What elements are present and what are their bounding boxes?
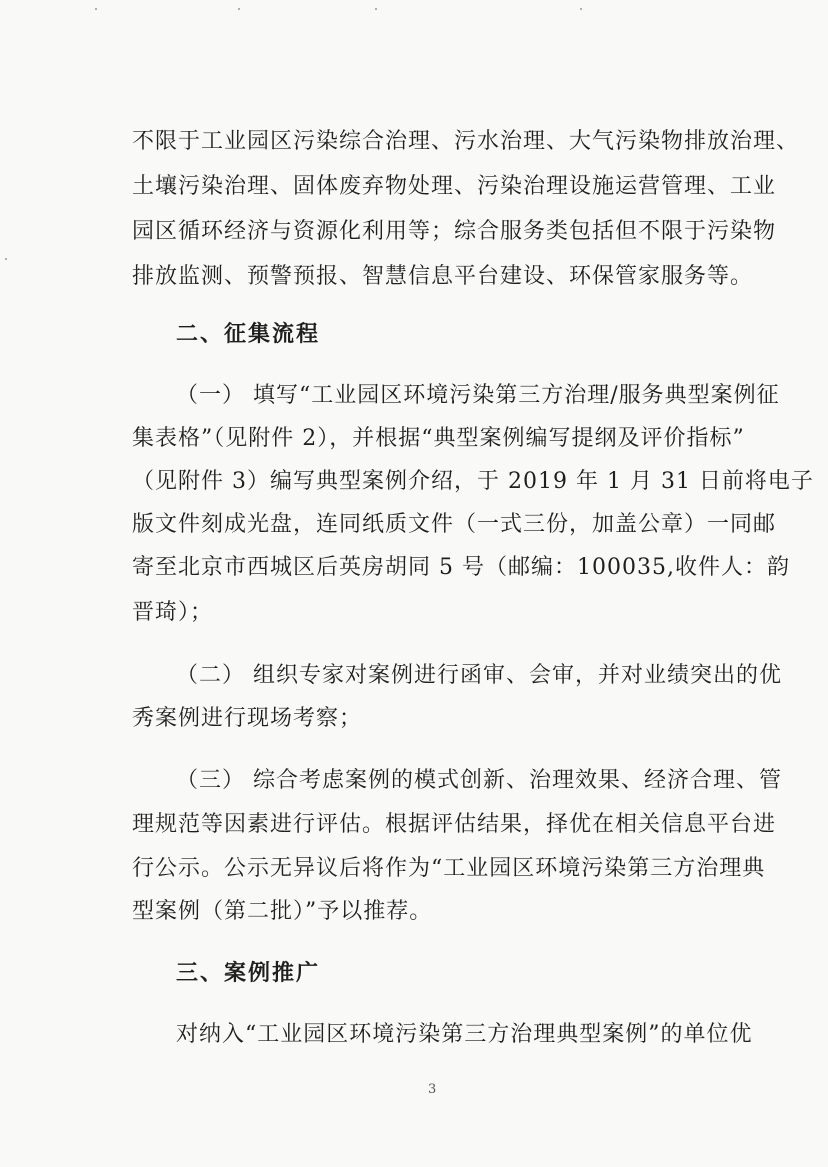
scan-speck	[238, 8, 240, 10]
paragraph-line: 园区循环经济与资源化利用等；综合服务类包括但不限于污染物	[132, 219, 777, 244]
paragraph-line: 行公示。公示无异议后将作为“工业园区环境污染第三方治理典	[132, 856, 766, 881]
paragraph-line: 集表格”（见附件 2），并根据“典型案例编写提纲及评价指标”	[132, 426, 745, 451]
paragraph-line: 排放监测、预警预报、智慧信息平台建设、环保管家服务等。	[132, 264, 754, 289]
paragraph-line: 型案例（第二批）”予以推荐。	[132, 899, 433, 924]
paragraph-line: （三） 综合考虑案例的模式创新、治理效果、经济合理、管	[176, 768, 782, 793]
section-heading: 二、征集流程	[176, 322, 321, 347]
paragraph-line: 秀案例进行现场考察；	[132, 706, 363, 731]
scan-speck	[375, 8, 377, 10]
page-number: 3	[428, 1082, 437, 1097]
paragraph-line: 对纳入“工业园区环境污染第三方治理典型案例”的单位优	[176, 1022, 753, 1047]
paragraph-line: 晋琦）；	[132, 600, 214, 625]
paragraph-line: 理规范等因素进行评估。根据评估结果，择优在相关信息平台进	[132, 812, 777, 837]
paragraph-line: （二） 组织专家对案例进行函审、会审，并对业绩突出的优	[176, 663, 782, 688]
paragraph-line: （见附件 3）编写典型案例介绍，于 2019 年 1 月 31 日前将电子	[132, 469, 814, 494]
section-heading: 三、案例推广	[176, 961, 321, 986]
paragraph-line: 版文件刻成光盘，连同纸质文件（一式三份，加盖公章）一同邮	[132, 512, 777, 537]
paragraph-line: 土壤污染治理、固体废弃物处理、污染治理设施运营管理、工业	[132, 174, 777, 199]
scan-speck	[5, 258, 7, 260]
paragraph-line: 寄至北京市西城区后英房胡同 5 号（邮编：100035,收件人：韵	[132, 555, 790, 580]
scan-speck	[95, 8, 97, 10]
paragraph-line: （一） 填写“工业园区环境污染第三方治理/服务典型案例征	[176, 383, 780, 408]
scan-speck	[580, 8, 582, 10]
paragraph-line: 不限于工业园区污染综合治理、污水治理、大气污染物排放治理、	[132, 129, 800, 154]
